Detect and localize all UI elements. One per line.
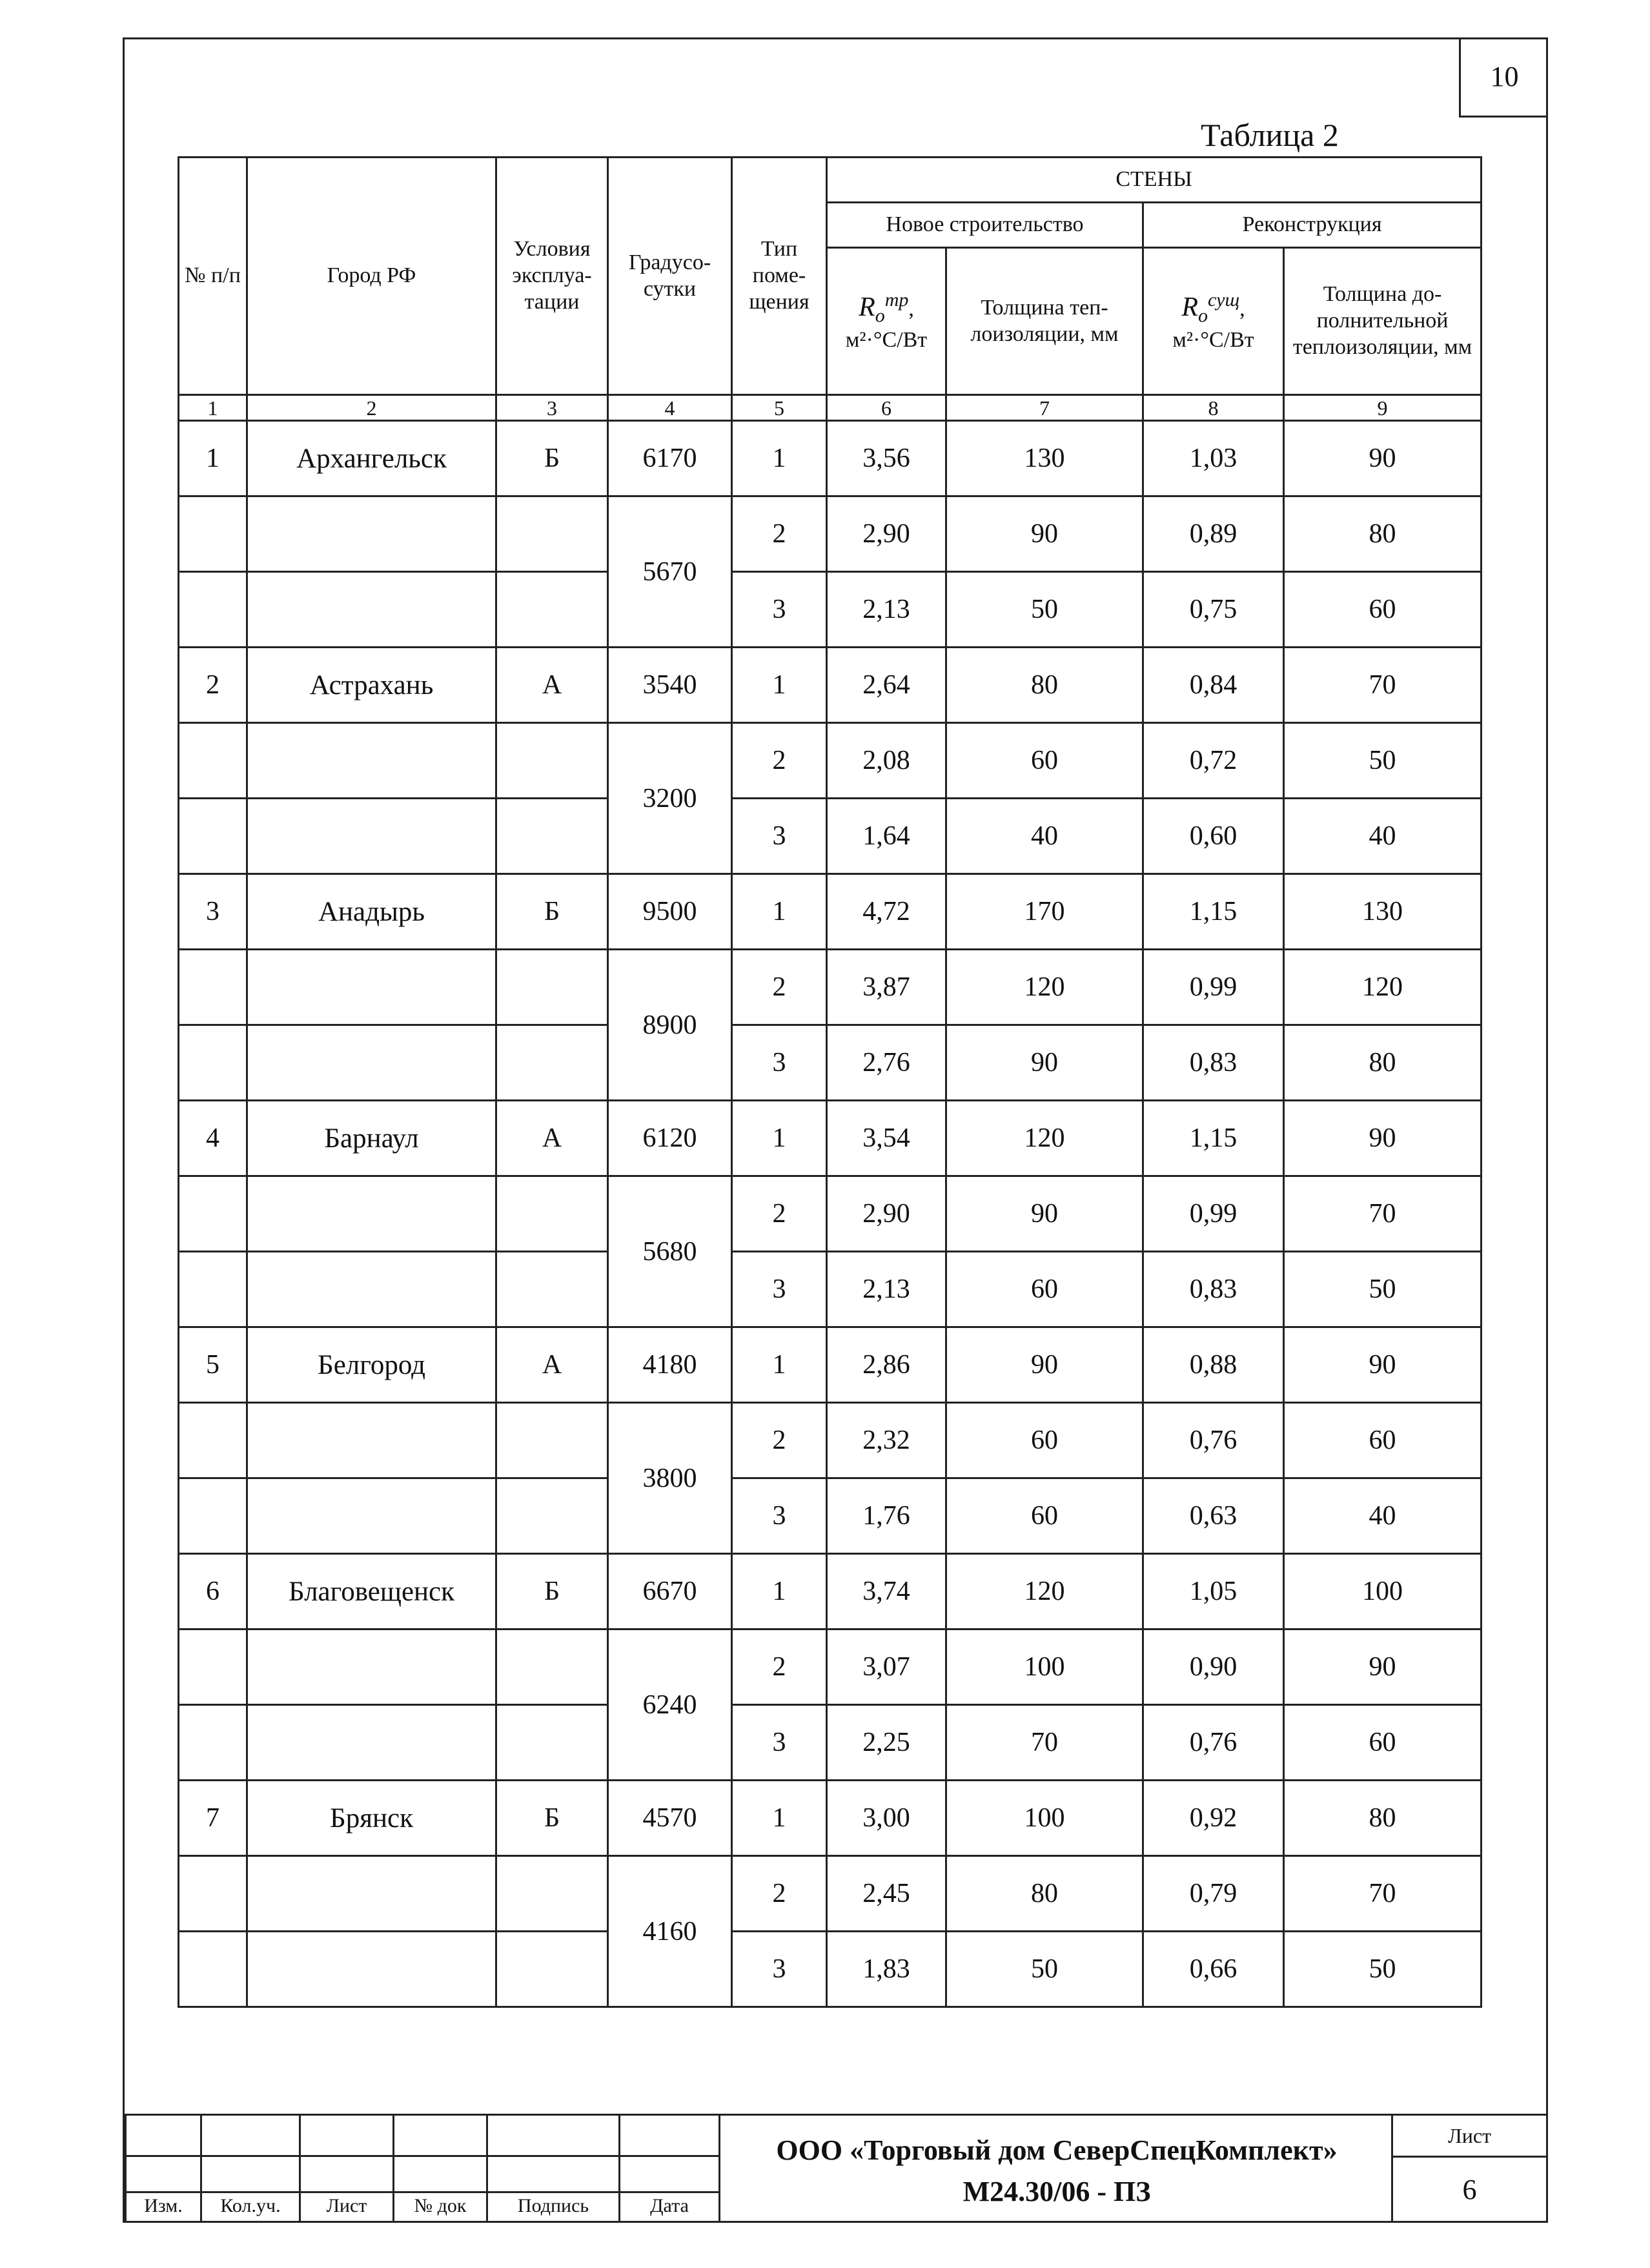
- revision-label: Изм.: [126, 2192, 201, 2222]
- thickness-additional: 90: [1284, 1101, 1482, 1176]
- degree-days: 6170: [608, 421, 732, 496]
- table-row: [179, 1629, 1482, 1705]
- degree-days: 6670: [608, 1554, 732, 1629]
- table-row: [179, 421, 1482, 496]
- company-name: ООО «Торговый дом СеверСпецКомплект»: [776, 2134, 1338, 2166]
- thickness-new: 60: [946, 1403, 1143, 1478]
- degree-days: 5680: [608, 1176, 732, 1327]
- thickness-new: 80: [946, 648, 1143, 723]
- room-type: 2: [732, 1176, 827, 1252]
- thickness-additional: 50: [1284, 1932, 1482, 2007]
- table-row: [179, 799, 1482, 874]
- table-row: [179, 1176, 1482, 1252]
- operating-conditions: Б: [496, 1781, 608, 1856]
- r-existing: 0,90: [1143, 1629, 1284, 1705]
- thickness-additional: 90: [1284, 1629, 1482, 1705]
- degree-days: 3540: [608, 648, 732, 723]
- thickness-new: 70: [946, 1705, 1143, 1781]
- r-required: 3,87: [827, 950, 946, 1025]
- city-name: Астрахань: [247, 648, 496, 723]
- room-type: 3: [732, 1705, 827, 1781]
- degree-days: 8900: [608, 950, 732, 1101]
- r-existing: 1,03: [1143, 421, 1284, 496]
- r-required: 2,13: [827, 1252, 946, 1327]
- r-required: 3,07: [827, 1629, 946, 1705]
- header-new-construction: Новое строительство: [827, 203, 1143, 248]
- date-label: Дата: [620, 2192, 720, 2222]
- column-number: 5: [732, 395, 827, 421]
- row-number: 5: [179, 1327, 247, 1403]
- thickness-additional: 50: [1284, 1252, 1482, 1327]
- room-type: 1: [732, 1781, 827, 1856]
- thickness-new: 130: [946, 421, 1143, 496]
- table-row: [179, 496, 1482, 572]
- r-existing: 0,60: [1143, 799, 1284, 874]
- thickness-additional: 70: [1284, 1856, 1482, 1932]
- table-row: [179, 1781, 1482, 1856]
- r-existing: 0,76: [1143, 1403, 1284, 1478]
- thickness-new: 50: [946, 572, 1143, 648]
- header-walls: СТЕНЫ: [827, 158, 1482, 203]
- degree-days: 6240: [608, 1629, 732, 1781]
- r-existing: 0,83: [1143, 1252, 1284, 1327]
- degree-days: 4180: [608, 1327, 732, 1403]
- room-type: 3: [732, 1252, 827, 1327]
- column-number: 1: [179, 395, 247, 421]
- table-caption: Таблица 2: [1201, 117, 1339, 153]
- header-thickness-new: Толщина теп-лоизоляции, мм: [946, 248, 1143, 395]
- table-row: [179, 1932, 1482, 2007]
- room-type: 3: [732, 1932, 827, 2007]
- thickness-additional: 80: [1284, 496, 1482, 572]
- thickness-additional: 40: [1284, 1478, 1482, 1554]
- thickness-new: 40: [946, 799, 1143, 874]
- r-existing: 0,66: [1143, 1932, 1284, 2007]
- thickness-new: 120: [946, 950, 1143, 1025]
- room-type: 2: [732, 496, 827, 572]
- r-required: 1,83: [827, 1932, 946, 2007]
- r-required: 2,86: [827, 1327, 946, 1403]
- r-existing: 1,15: [1143, 874, 1284, 950]
- city-name: Барнаул: [247, 1101, 496, 1176]
- sheet-box: [1391, 2114, 1546, 2221]
- thickness-new: 60: [946, 1252, 1143, 1327]
- degree-days: 6120: [608, 1101, 732, 1176]
- r-required: 2,13: [827, 572, 946, 648]
- r-existing: 0,99: [1143, 950, 1284, 1025]
- thickness-additional: 50: [1284, 723, 1482, 799]
- r-existing: 0,63: [1143, 1478, 1284, 1554]
- thickness-new: 90: [946, 496, 1143, 572]
- table-row: [179, 1025, 1482, 1101]
- thickness-additional: 100: [1284, 1554, 1482, 1629]
- room-type: 1: [732, 1101, 827, 1176]
- thickness-additional: 60: [1284, 572, 1482, 648]
- room-type: 3: [732, 799, 827, 874]
- r-required: 3,00: [827, 1781, 946, 1856]
- operating-conditions: Б: [496, 1554, 608, 1629]
- r-required: 2,90: [827, 496, 946, 572]
- header-reconstruction: Реконструкция: [1143, 203, 1482, 248]
- r-existing: 0,89: [1143, 496, 1284, 572]
- header-conditions: Условия эксплуа-тации: [496, 158, 608, 395]
- degree-days: 4160: [608, 1856, 732, 2007]
- city-name: Брянск: [247, 1781, 496, 1856]
- r-required: 3,56: [827, 421, 946, 496]
- r-required: 4,72: [827, 874, 946, 950]
- table-row: [179, 572, 1482, 648]
- operating-conditions: А: [496, 1101, 608, 1176]
- thickness-additional: 80: [1284, 1025, 1482, 1101]
- quantity-label: Кол.уч.: [201, 2192, 300, 2222]
- table-row: [179, 648, 1482, 723]
- r-existing: 0,88: [1143, 1327, 1284, 1403]
- table-row: [179, 1856, 1482, 1932]
- r-existing: 0,83: [1143, 1025, 1284, 1101]
- degree-days: 5670: [608, 496, 732, 648]
- row-number: 3: [179, 874, 247, 950]
- room-type: 2: [732, 723, 827, 799]
- header-thickness-additional: Толщина до-полнительной теплоизоляции, мм: [1284, 248, 1482, 395]
- header-r-required: $R_о^{тр}$, м²·°С/Вт: [827, 248, 946, 395]
- room-type: 3: [732, 1478, 827, 1554]
- column-number: 4: [608, 395, 732, 421]
- thickness-new: 100: [946, 1629, 1143, 1705]
- r-existing: 0,76: [1143, 1705, 1284, 1781]
- sheet-number: 6: [1462, 2173, 1477, 2205]
- thickness-additional: 60: [1284, 1705, 1482, 1781]
- city-name: Анадырь: [247, 874, 496, 950]
- row-number: 4: [179, 1101, 247, 1176]
- thickness-new: 50: [946, 1932, 1143, 2007]
- r-required: 1,64: [827, 799, 946, 874]
- r-existing: 1,15: [1143, 1101, 1284, 1176]
- room-type: 1: [732, 648, 827, 723]
- thickness-additional: 120: [1284, 950, 1482, 1025]
- table-row: [179, 1327, 1482, 1403]
- thickness-additional: 70: [1284, 1176, 1482, 1252]
- r-existing: 0,75: [1143, 572, 1284, 648]
- room-type: 2: [732, 950, 827, 1025]
- table-row: [179, 1252, 1482, 1327]
- row-number: 6: [179, 1554, 247, 1629]
- room-type: 1: [732, 1327, 827, 1403]
- r-existing: 1,05: [1143, 1554, 1284, 1629]
- doc-number-label: № док: [394, 2192, 487, 2222]
- thickness-new: 120: [946, 1554, 1143, 1629]
- thickness-new: 90: [946, 1176, 1143, 1252]
- city-name: Благовещенск: [247, 1554, 496, 1629]
- degree-days: 4570: [608, 1781, 732, 1856]
- column-number: 2: [247, 395, 496, 421]
- operating-conditions: Б: [496, 874, 608, 950]
- thickness-additional: 130: [1284, 874, 1482, 950]
- thickness-additional: 40: [1284, 799, 1482, 874]
- r-existing: 0,79: [1143, 1856, 1284, 1932]
- table-row: [179, 1403, 1482, 1478]
- row-number: 1: [179, 421, 247, 496]
- column-number: 8: [1143, 395, 1284, 421]
- r-required: 2,25: [827, 1705, 946, 1781]
- row-number: 7: [179, 1781, 247, 1856]
- r-existing: 0,84: [1143, 648, 1284, 723]
- operating-conditions: А: [496, 648, 608, 723]
- operating-conditions: Б: [496, 421, 608, 496]
- r-required: 2,64: [827, 648, 946, 723]
- thickness-new: 90: [946, 1025, 1143, 1101]
- table-row: [179, 1101, 1482, 1176]
- revision-grid: [125, 2114, 720, 2223]
- room-type: 2: [732, 1403, 827, 1478]
- thickness-additional: 80: [1284, 1781, 1482, 1856]
- r-required: 2,76: [827, 1025, 946, 1101]
- room-type: 1: [732, 874, 827, 950]
- thickness-new: 170: [946, 874, 1143, 950]
- walls-table: [178, 156, 1482, 2008]
- thickness-new: 80: [946, 1856, 1143, 1932]
- degree-days: 3800: [608, 1403, 732, 1554]
- room-type: 2: [732, 1856, 827, 1932]
- r-required: 2,90: [827, 1176, 946, 1252]
- thickness-new: 90: [946, 1327, 1143, 1403]
- page-corner-number: 10: [1459, 37, 1548, 117]
- r-required: 3,74: [827, 1554, 946, 1629]
- thickness-new: 100: [946, 1781, 1143, 1856]
- title-block: [125, 2114, 1546, 2221]
- column-numbers-row: [179, 395, 1482, 421]
- r-required: 2,08: [827, 723, 946, 799]
- table-row: [179, 950, 1482, 1025]
- column-number: 7: [946, 395, 1143, 421]
- sheet-label: Лист: [1393, 2116, 1546, 2158]
- header-degree-days: Градусо-сутки: [608, 158, 732, 395]
- room-type: 1: [732, 421, 827, 496]
- sheet-col-label: Лист: [300, 2192, 394, 2222]
- header-r-existing: $R_о^{сущ}$, м²·°С/Вт: [1143, 248, 1284, 395]
- r-required: 2,45: [827, 1856, 946, 1932]
- r-required: 2,32: [827, 1403, 946, 1478]
- table-row: [179, 1478, 1482, 1554]
- r-existing: 0,99: [1143, 1176, 1284, 1252]
- r-existing: 0,92: [1143, 1781, 1284, 1856]
- thickness-additional: 70: [1284, 648, 1482, 723]
- r-required: 3,54: [827, 1101, 946, 1176]
- table-row: [179, 874, 1482, 950]
- column-number: 9: [1284, 395, 1482, 421]
- degree-days: 9500: [608, 874, 732, 950]
- r-required: 1,76: [827, 1478, 946, 1554]
- r-existing: 0,72: [1143, 723, 1284, 799]
- thickness-additional: 90: [1284, 421, 1482, 496]
- thickness-additional: 60: [1284, 1403, 1482, 1478]
- room-type: 3: [732, 572, 827, 648]
- table-row: [179, 723, 1482, 799]
- operating-conditions: А: [496, 1327, 608, 1403]
- thickness-new: 60: [946, 1478, 1143, 1554]
- thickness-new: 60: [946, 723, 1143, 799]
- header-city: Город РФ: [247, 158, 496, 395]
- room-type: 3: [732, 1025, 827, 1101]
- column-number: 6: [827, 395, 946, 421]
- column-number: 3: [496, 395, 608, 421]
- degree-days: 3200: [608, 723, 732, 874]
- row-number: 2: [179, 648, 247, 723]
- thickness-additional: 90: [1284, 1327, 1482, 1403]
- city-name: Белгород: [247, 1327, 496, 1403]
- thickness-new: 120: [946, 1101, 1143, 1176]
- signature-label: Подпись: [487, 2192, 620, 2222]
- header-room-type: Тип поме-щения: [732, 158, 827, 395]
- room-type: 2: [732, 1629, 827, 1705]
- city-name: Архангельск: [247, 421, 496, 496]
- room-type: 1: [732, 1554, 827, 1629]
- header-num: № п/п: [179, 158, 247, 395]
- table-row: [179, 1554, 1482, 1629]
- document-code: М24.30/06 - ПЗ: [962, 2176, 1151, 2207]
- table-row: [179, 1705, 1482, 1781]
